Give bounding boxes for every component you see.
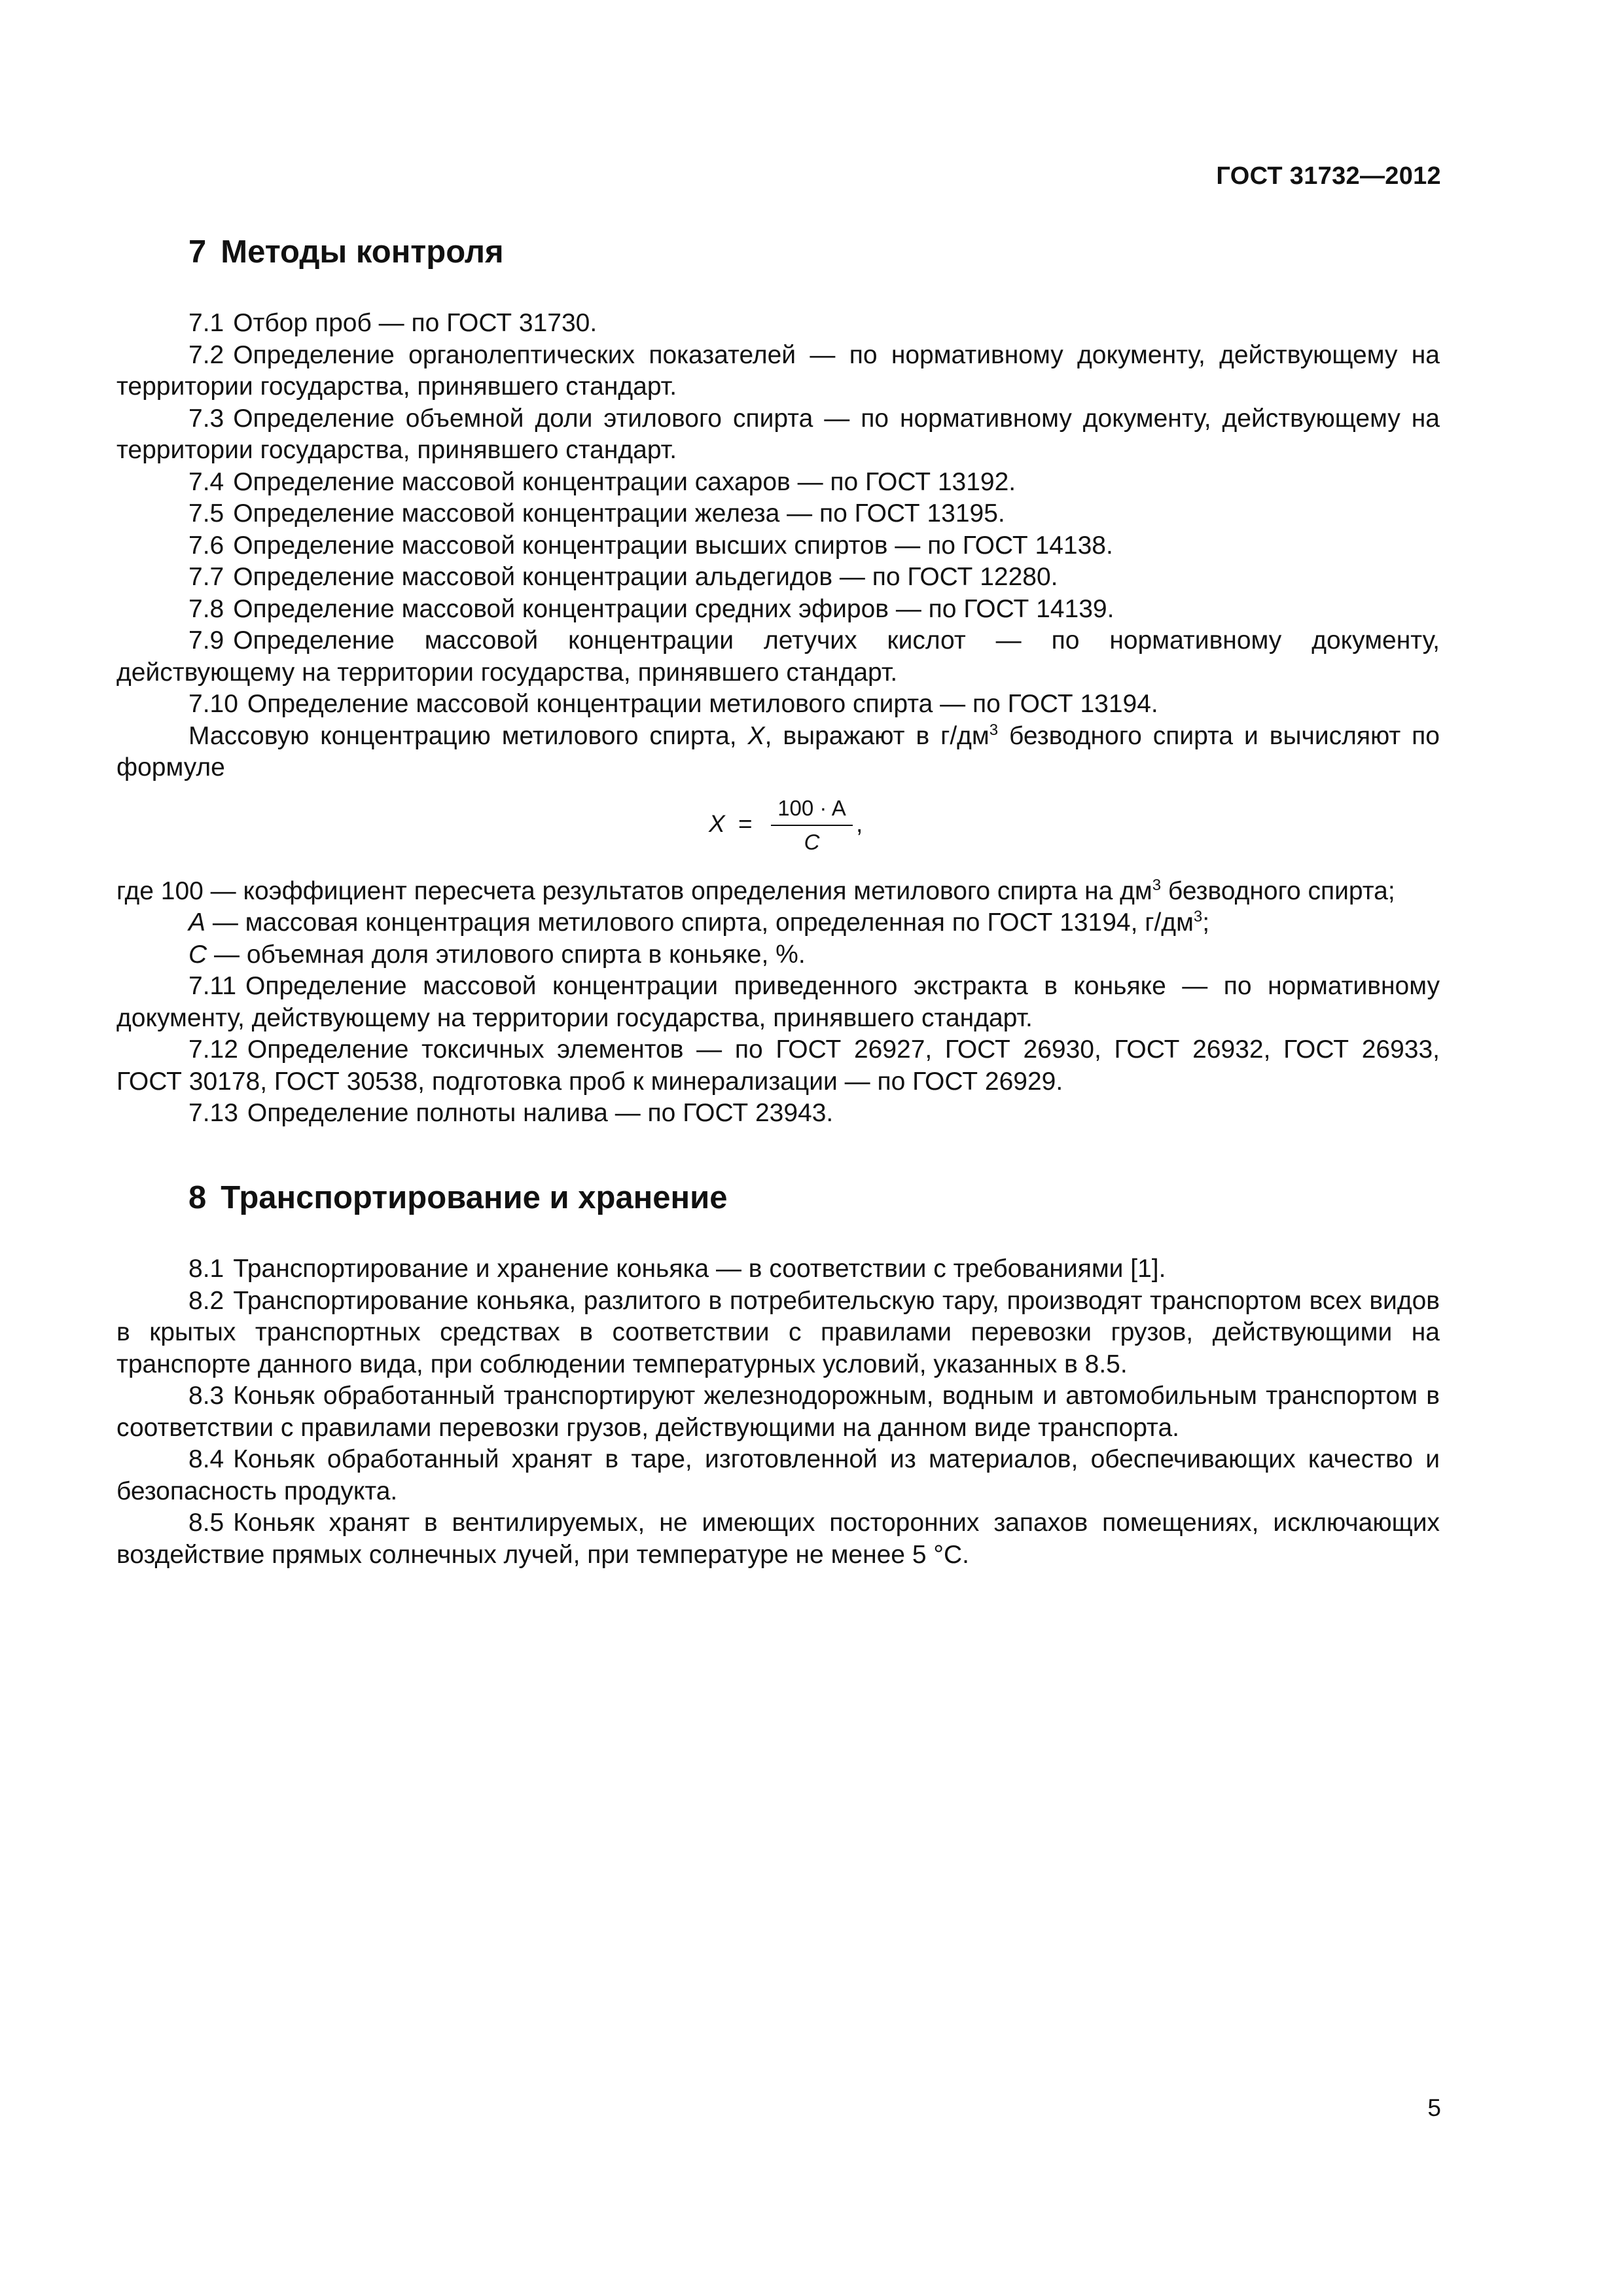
clause-7-4 <box>116 467 1440 499</box>
clause-number: 7.6 <box>188 531 224 560</box>
clause-number: 8.2 <box>188 1286 224 1315</box>
clause-text: Отбор проб — по ГОСТ 31730. <box>233 309 597 337</box>
superscript: 3 <box>1193 908 1203 925</box>
clause-text: Транспортирование коньяка, разлитого в потребительскую тару, производят транспортом всех видов в крытых транспортных средствах в соответствии с правилами перевозки грузов, действующими на транспорте данного вида, при соблюдении температурных условий, указанных в 8.5. <box>116 1286 1440 1378</box>
legend-term: где 100 — <box>116 876 243 905</box>
variable-x: X <box>747 721 765 750</box>
clause-8-5 <box>116 1507 1440 1571</box>
clause-text: Определение полноты налива — по ГОСТ 23943. <box>247 1099 834 1127</box>
clause-text: Коньяк хранят в вентилируемых, не имеющих посторонних запахов помещениях, исключающих воздействие прямых солнечных лучей, при температуре не менее 5 °С. <box>116 1509 1440 1569</box>
clause-text: Транспортирование и хранение коньяка — в соответствии с требованиями [1]. <box>233 1255 1166 1283</box>
formula-lhs: X <box>709 810 725 837</box>
clause-number: 7.3 <box>188 404 224 433</box>
legend-description <box>243 876 1440 908</box>
clause-7-11 <box>116 971 1440 1034</box>
clause-number: 7.13 <box>188 1099 238 1127</box>
clause-7-6 <box>116 530 1440 562</box>
section-7-number: 7 <box>188 234 207 270</box>
legend-text: коэффициент пересчета результатов определения метилового спирта на дм <box>243 876 1152 905</box>
legend-row-c <box>116 939 1440 971</box>
clause-number: 8.5 <box>188 1509 224 1537</box>
legend-text: ; <box>1202 908 1210 937</box>
legend-row-100 <box>116 876 1440 908</box>
section-transport-and-storage <box>116 1175 1440 1571</box>
formula-equals: = <box>738 810 753 837</box>
clause-7-5 <box>116 498 1440 530</box>
clause-text: Коньяк обработанный транспортируют железнодорожным, водным и автомобильным транспортом в соответствии с правилами перевозки грузов, действующими на данном виде транспорта. <box>116 1382 1440 1442</box>
clause-text: Определение токсичных элементов — по ГОСТ 26927, ГОСТ 26930, ГОСТ 26932, ГОСТ 26933, ГОСТ 30178, ГОСТ 30538, подготовка проб к минерализации — по ГОСТ 26929. <box>116 1035 1440 1096</box>
section-methods-of-control <box>116 229 1440 1130</box>
formula <box>116 796 1440 861</box>
legend-text: безводного спирта; <box>1161 876 1395 905</box>
clause-8-3 <box>116 1380 1440 1444</box>
clause-text: Коньяк обработанный хранят в таре, изготовленной из материалов, обеспечивающих качество и безопасность продукта. <box>116 1445 1440 1505</box>
legend-description <box>188 907 1440 939</box>
clause-7-1 <box>116 308 1440 340</box>
formula-legend <box>116 876 1440 971</box>
clause-text: Определение массовой концентрации альдегидов — по ГОСТ 12280. <box>233 563 1058 591</box>
clause-7-13 <box>116 1098 1440 1130</box>
clause-number: 7.5 <box>188 499 224 528</box>
document-id-header: ГОСТ 31732—2012 <box>1216 162 1441 190</box>
clause-text: Определение массовой концентрации летучих кислот — по нормативному документу, действующему на территории государства, принявшего стандарт. <box>116 626 1440 687</box>
section-8-title: Транспортирование и хранение <box>221 1180 728 1215</box>
clause-number: 7.12 <box>188 1035 238 1064</box>
clause-text: Определение массовой концентрации железа — по ГОСТ 13195. <box>233 499 1005 528</box>
clause-7-7 <box>116 562 1440 594</box>
clause-number: 7.1 <box>188 309 224 337</box>
formula-numerator: 100 · A <box>771 796 853 826</box>
clause-7-9 <box>116 625 1440 689</box>
legend-text: — массовая концентрация метилового спирта, определенная по ГОСТ 13194, г/дм <box>205 908 1194 937</box>
clause-8-1 <box>116 1253 1440 1285</box>
clause-number: 7.4 <box>188 467 224 496</box>
clause-text: Определение массовой концентрации высших спиртов — по ГОСТ 14138. <box>233 531 1113 560</box>
section-7-title: Методы контроля <box>221 234 504 270</box>
page-number: 5 <box>1427 2094 1441 2121</box>
formula-fraction <box>771 796 853 855</box>
clause-number: 7.2 <box>188 340 224 369</box>
clause-7-2 <box>116 340 1440 403</box>
clause-number: 7.9 <box>188 626 224 655</box>
variable-c: C <box>188 940 207 969</box>
clause-text: Определение объемной доли этилового спирта — по нормативному документу, действующему на территории государства, принявшего стандарт. <box>116 404 1440 464</box>
clause-number: 7.8 <box>188 594 224 623</box>
clause-7-10 <box>116 689 1440 721</box>
formula-denominator: C <box>804 829 820 854</box>
clause-text: Определение массовой концентрации сахаров — по ГОСТ 13192. <box>233 467 1016 496</box>
legend-description <box>188 939 1440 971</box>
intro-text: Массовую концентрацию метилового спирта, <box>188 721 748 750</box>
formula-comma: , <box>856 810 863 837</box>
legend-text: — объемная доля этилового спирта в коньяке, %. <box>207 940 806 969</box>
clause-text: Определение массовой концентрации средних эфиров — по ГОСТ 14139. <box>233 594 1115 623</box>
clause-8-4 <box>116 1444 1440 1507</box>
clause-7-12 <box>116 1034 1440 1098</box>
clause-7-8 <box>116 594 1440 626</box>
clause-text: Определение массовой концентрации приведенного экстракта в коньяке — по нормативному документу, действующему на территории государства, принявшего стандарт. <box>116 972 1440 1032</box>
clause-number: 8.1 <box>188 1255 224 1283</box>
clause-8-2 <box>116 1285 1440 1381</box>
formula-intro <box>116 721 1440 784</box>
intro-text: , выражают в г/дм <box>764 721 990 750</box>
clause-text: Определение массовой концентрации метилового спирта — по ГОСТ 13194. <box>247 690 1158 718</box>
section-7-heading <box>188 229 1440 275</box>
clause-number: 7.7 <box>188 563 224 591</box>
clause-7-3 <box>116 403 1440 467</box>
intro-text: безводного спирта и вычисляют по формуле <box>116 721 1440 781</box>
clause-number: 8.4 <box>188 1445 224 1473</box>
clause-number: 7.11 <box>188 972 237 1000</box>
section-8-number: 8 <box>188 1180 207 1215</box>
section-8-heading <box>188 1175 1440 1221</box>
clause-number: 8.3 <box>188 1382 224 1410</box>
superscript: 3 <box>1152 876 1162 894</box>
superscript: 3 <box>989 721 999 739</box>
variable-a: A <box>188 908 206 937</box>
legend-row-a <box>116 907 1440 939</box>
clause-number: 7.10 <box>188 690 238 718</box>
clause-text: Определение органолептических показателей — по нормативному документу, действующему на территории государства, принявшего стандарт. <box>116 340 1440 401</box>
